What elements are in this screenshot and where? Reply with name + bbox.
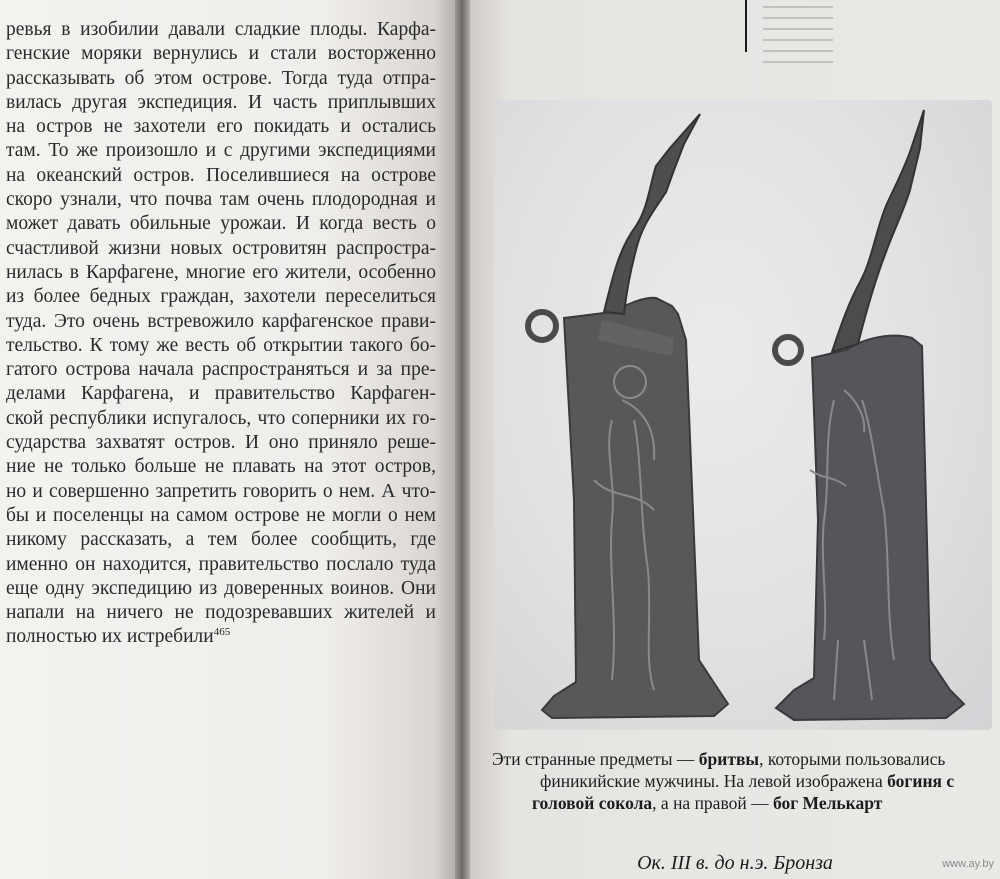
text-line: [6, 42, 436, 66]
top-rule: [745, 0, 747, 52]
photo-caption: [492, 748, 992, 814]
text-line-content: сударства захватят остров. И оно приняло реше-: [6, 432, 436, 454]
left-razor: [528, 114, 728, 718]
date-material-line: Ок. III в. до н.э. Бронза: [637, 852, 833, 874]
site-watermark: www.ay.by: [942, 858, 994, 870]
text-line-content: из более бедных граждан, захотели переселиться: [6, 286, 436, 308]
text-line: [6, 115, 436, 139]
text-line-content: делами Карфагена, и правительство Карфаген-: [6, 383, 436, 405]
footnote-ref: 465: [213, 626, 231, 639]
razors-photo: [494, 100, 992, 730]
text-line-content: гатого острова начала распространяться и за пре-: [6, 359, 436, 381]
text-line-content: ревья в изобилии давали сладкие плоды. Карфа-: [6, 19, 436, 40]
caption-bold-melqart: бог Мелькарт: [772, 793, 883, 813]
text-line: [6, 237, 436, 261]
text-line-content: ской республики испугалось, что соперники их го-: [6, 407, 436, 429]
caption-text: , а на правой —: [652, 793, 773, 813]
caption-line-2: [492, 770, 992, 792]
text-line: [6, 553, 436, 577]
text-line-content: туда. Это очень встревожило карфагенское прави-: [6, 310, 436, 332]
text-line: [6, 188, 436, 212]
next-page-edge: [763, 6, 833, 66]
text-line-content: но и совершенно запретить говорить о нем. А что-: [6, 480, 436, 502]
caption-text: финикийские мужчины. На левой изображена: [540, 771, 888, 791]
text-line: [6, 431, 436, 455]
text-line-content: никому рассказать, а тем более сообщить, где: [6, 529, 436, 551]
text-line: [6, 382, 436, 406]
right-page: [470, 0, 1000, 879]
text-line: [6, 358, 436, 382]
text-line-content: еще одну экспедицию из доверенных воинов. Они: [6, 577, 436, 599]
text-line: [6, 139, 436, 163]
text-line-content: полностью их истребили: [6, 626, 214, 648]
caption-line-1: [492, 748, 992, 770]
text-line-content: скоро узнали, что почва там очень плодородная и: [6, 189, 436, 211]
caption-bold-goddess: богиня с: [887, 771, 955, 791]
text-line-content: там. То же произошло и с другими экспедициями: [6, 140, 436, 162]
text-line: [6, 334, 436, 358]
text-line-content: рассказывать об этом острове. Тогда туда отпра-: [6, 67, 436, 89]
text-line: [6, 212, 436, 236]
razors-illustration: [494, 100, 992, 730]
text-line: [6, 18, 436, 42]
text-line: [6, 91, 436, 115]
text-line-content: вилась другая экспедиция. И часть приплывших: [6, 91, 436, 113]
text-line: [6, 261, 436, 285]
text-line-content: ние не только больше не плавать на этот остров,: [6, 456, 436, 478]
caption-line-3: [492, 792, 992, 814]
text-line-content: напали на ничего не подозревавших жителей и: [6, 602, 436, 624]
text-line-content: тельство. К тому же весть об открытии такого бо-: [6, 334, 436, 356]
left-page: [0, 0, 462, 879]
text-line-content: на остров не захотели его покидать и остались: [6, 116, 436, 138]
right-razor: [775, 110, 964, 720]
text-line-content: на океанский остров. Поселившиеся на острове: [6, 164, 436, 186]
text-line: [6, 285, 436, 309]
text-line-content: нилась в Карфагене, многие его жители, особенно: [6, 261, 436, 283]
text-line: [6, 480, 436, 504]
text-line: [6, 504, 436, 528]
body-text: [6, 18, 436, 650]
bleed-through-text: [6, 600, 426, 867]
text-line: [6, 528, 436, 552]
text-line: [6, 455, 436, 479]
text-line: [6, 310, 436, 334]
caption-text: Эти странные предметы —: [492, 749, 699, 769]
text-line: [6, 164, 436, 188]
text-line-content: счастливой жизни новых островитян распростра-: [6, 237, 436, 259]
text-line: [6, 67, 436, 91]
text-line: [6, 407, 436, 431]
text-line-content: генские моряки вернулись и стали восторженно: [6, 43, 436, 65]
caption-text: , которыми пользовались: [759, 749, 946, 769]
text-line: [6, 577, 436, 601]
text-line-content: именно он находится, правительство послало туда: [6, 553, 436, 575]
caption-bold-razors: бритвы: [698, 749, 760, 769]
caption-bold-falcon: головой сокола: [532, 793, 653, 813]
text-line-content: может давать обильные урожаи. И когда весть о: [6, 213, 436, 235]
text-line-content: бы и поселенцы на самом острове не могли о нем: [6, 504, 436, 526]
